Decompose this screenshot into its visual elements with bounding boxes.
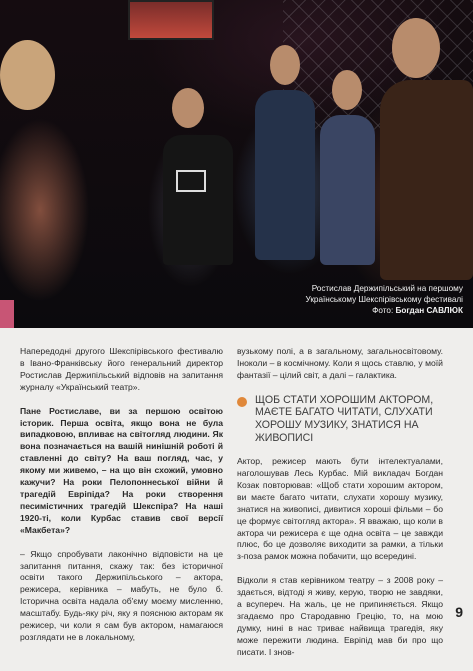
continuation-paragraph: вузькому полі, а в загальному, загальносвітовому. Іноколи – в космічному. Коли я щось ставлю, у моїй фантазії – цілий світ, а далі – галактика. — [237, 346, 443, 380]
pull-quote-text: ЩОБ СТАТИ ХОРОШИМ АКТОРОМ, МАЄТЕ БАГАТО ЧИТАТИ, СЛУХАТИ ХОРОШУ МУЗИКУ, ЗНАТИСЯ НА ЖИВОПИСІ — [255, 393, 434, 444]
credit-name: Богдан САВЛЮК — [395, 306, 463, 315]
head-right — [392, 18, 440, 78]
stage-screen — [128, 0, 214, 40]
intro-paragraph: Напередодні другого Шекспірівського фестивалю в Івано-Франківську його генеральний директор Ростислав Держипільський відповів на запитання журналу «Український театр». — [20, 346, 223, 392]
shirt-logo — [176, 170, 206, 192]
caption-line-2: Українському Шекспірівському фестивалі — [305, 295, 463, 304]
right-column — [237, 346, 443, 671]
pull-quote-bullet-icon — [237, 397, 247, 407]
left-column — [20, 346, 223, 656]
body-paragraph-3: Відколи я став керівником театру – з 2008 року – здається, відтоді я живу, керую, творю не завдяки, а всупереч. На жаль, це не припиняється. Якщо згадаємо про Стародавню Грецію, то, на мою думку, нині в нас триває найвища трагедія, яку може пережити людина. Евріпід мав би про що писати. І знов- — [237, 575, 443, 657]
photo-caption — [306, 283, 464, 316]
answer-paragraph: – Якщо спробувати лаконічно відповісти на це запитання питання, скажу так: без історичної освіти такого Держипільського – актора, режисера, керівника – мабуть, не було б. Історична освіта надала об'єму моєму мисленню, масштабу. Будь-яку річ, яку я пояснюю акторам як режисер, чи коли я сам був актором, намагаюся розглядати не в локальному, — [20, 548, 223, 642]
credit-prefix: Фото: — [372, 306, 396, 315]
accent-bar — [0, 300, 14, 328]
head-left — [0, 40, 55, 110]
figure-right — [380, 80, 473, 280]
figure-jacket-2 — [320, 115, 375, 265]
caption-line-1: Ростислав Держипільський на першому — [311, 284, 463, 293]
head-jacket-2 — [332, 70, 362, 110]
head-center — [172, 88, 204, 128]
head-jacket — [270, 45, 300, 85]
body-paragraph-2: Актор, режисер мають бути інтелектуалами, наголошував Лесь Курбас. Мій викладач Богдан Козак повторював: «Щоб стати хорошим актором, ви маєте багато читати, слухати хорошу музику, знатися на живописі, дивитися хороші фільми – бо це формує світогляд актора». Я вважаю, що коли в актора чи режисера є ще одна освіта – це завжди плюс, бо це дозволяє виходити за рамки, а тільки з-поза рамок можна побачити, що всередині. — [237, 456, 443, 562]
page-number: 9 — [455, 604, 463, 620]
figure-center — [163, 135, 233, 265]
photo-credit — [306, 305, 464, 316]
question-paragraph: Пане Ростиславе, ви за першою освітою історик. Перша освіта, якщо вона не була випадковою, впливає на світогляд людини. Як вона позначається на вашій нинішній роботі й ставленні до світу? На ваш погляд, час, у якому ми живемо, – на що він схожий, умовно кажучи? На роки Пелопоннеської війни й трагедій Евріпіда? На роки створення песимістичних трагедій Шекспіра? На наші 1920-ті, коли Курбас ставив свої версії «Макбета»? — [20, 405, 223, 535]
hero-photo — [0, 0, 473, 328]
figure-jacket — [255, 90, 315, 260]
pull-quote — [237, 394, 443, 444]
